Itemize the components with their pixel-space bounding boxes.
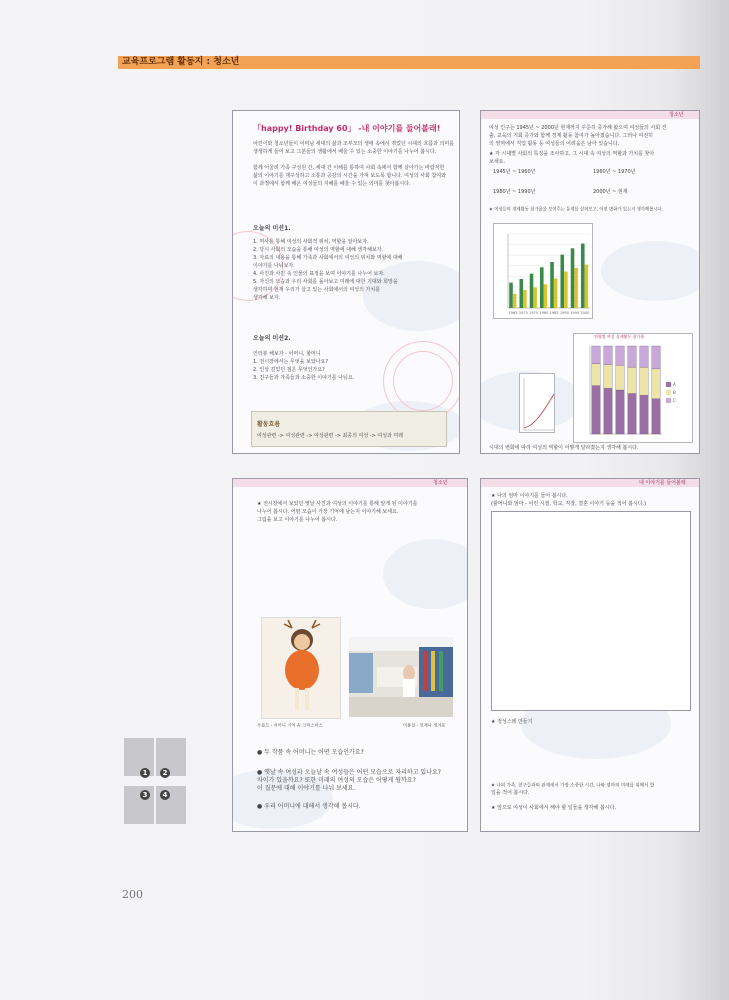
activity-flow-title: 활동흐름 [257, 421, 281, 428]
panel3-question: ● 옛날 속 여성과 오늘날 속 여성들은 어떤 모습으로 자리하고 있나요? [257, 769, 441, 776]
chart1-tick-label: 1980 [539, 311, 549, 315]
mission1-title: 오늘의 미션1. [253, 225, 291, 232]
chart1-bar [550, 262, 554, 308]
chart1-bar [581, 244, 585, 308]
panel-women-history [480, 110, 700, 454]
panel4-bottom-line: ★ 나의 가족, 친구들과의 관계에서 가장 소중한 시간, 나와 엄마의 미래를 위해서 할 [491, 783, 655, 789]
panel-my-mother [480, 478, 700, 832]
chart1-bar [533, 287, 537, 308]
chart1-bar [574, 268, 578, 308]
nav-number-3: 3 [140, 790, 150, 800]
chart2-bar-segment [640, 346, 648, 367]
salon-photo [349, 637, 453, 717]
mission2-title: 오늘의 미션2. [253, 335, 291, 342]
chart1-bar [519, 279, 523, 308]
panel1-intro-line: 생생하게 들어 보고 그분들의 생활에서 배울 수 있는 소중한 이야기를 나누어 봅시다. [253, 149, 437, 155]
panel2-tagbar [481, 111, 700, 119]
chart2-bar-segment [604, 388, 612, 434]
chart2-bar-segment [628, 394, 636, 434]
nav-number-2: 2 [160, 768, 170, 778]
panel3-tag: 청소년 [433, 480, 448, 486]
chart1-bar [540, 267, 544, 308]
chart2-bar-segment [652, 346, 660, 369]
chart2-bar-segment [604, 346, 612, 364]
chart2-bar-segment [604, 364, 612, 388]
chart-caption: 시대의 변화에 따라 여성의 역할이 어떻게 달라졌는지 생각해 봅시다. [489, 445, 639, 451]
mission2-item: 2. 인상 깊었던 점은 무엇인가요? [253, 367, 325, 373]
photo-salon [349, 637, 453, 717]
chart1-bar [544, 284, 548, 308]
panel2-intro-line: 출, 교육의 기회 증가와 함께 경제 활동 참여가 높아졌습니다. 그러나 여전히 [489, 133, 653, 139]
chart1-bar [523, 290, 527, 308]
chart1-bar [509, 283, 513, 308]
mission1-item: 생각하며 현재 우리가 살고 있는 사회에서의 여성의 가치를 [253, 287, 381, 293]
mission1-item: 5. 자신의 모습과 우리 사회를 돌아보고 미래에 대한 기대와 희망을 [253, 279, 398, 285]
chart1-tick-label: 1975 [529, 311, 539, 315]
chart2-title: 연령별 여성 경제활동 참가율 [594, 335, 645, 340]
chart2-bar-segment [616, 346, 624, 365]
chart2-bar-segment [616, 390, 624, 434]
chart1-tick-label: 1995 [570, 311, 580, 315]
chart2-bar-segment [592, 386, 600, 434]
chart1-bar [530, 274, 534, 308]
panel1-intro-line: 어린이와 청소년들이 어머님 세대의 삶과 조부모의 생애 속에서 겪었던 시대의 흐름과 의미를 [253, 141, 455, 147]
chart1-tick-label: 1965 [508, 311, 518, 315]
box-caption: ★ 정성스레 만들기 [491, 719, 533, 725]
chart2-legend-label: B [673, 390, 676, 395]
chart2-legend-swatch [666, 398, 671, 403]
panel4-tag: 내 이야기를 들어볼래 [639, 480, 686, 486]
chart2-svg [574, 342, 694, 442]
chart2-legend-swatch [666, 382, 671, 387]
chart1-bar [571, 248, 575, 308]
era-label: 1960년 ~ 1970년 [593, 169, 636, 175]
panel3-intro-line: 그림을 보고 이야기를 나누어 봅시다. [257, 517, 338, 523]
panel-mother-stories [232, 478, 468, 832]
chart-economic-participation [493, 223, 593, 319]
panel-birthday-60 [232, 110, 460, 454]
chart1-bar [554, 278, 558, 308]
panel1-intro-line: 함께 어울려 가족 구성원 간, 세대 간 이해를 통하여 사회 속에서 함께 살아가는 바람직한 [253, 165, 445, 171]
panel1-title: 「happy! Birthday 60」 -내 이야기를 들어볼래! [253, 124, 441, 133]
photo-reindeer-illustration [261, 617, 341, 719]
chart1-tick-label: 1970 [518, 311, 528, 315]
mission2-item: 3. 친구들과 가족들과 소중한 이야기를 나눠요. [253, 375, 355, 381]
writing-area[interactable] [491, 511, 691, 711]
nav-number-1: 1 [140, 768, 150, 778]
header-title: 교육프로그램 활동지 : 청소년 [122, 57, 240, 67]
chart2-bar-segment [640, 395, 648, 434]
chart2-bar-segment [616, 365, 624, 390]
mission1-item: 생각해 보자. [253, 295, 281, 301]
mission1-item: 2. 당시 사회의 모습을 통해 여성의 역할에 대해 생각해보자. [253, 247, 384, 253]
era-label: 2000년 ~ 현재 [593, 189, 628, 195]
inset-graph-svg [520, 374, 556, 434]
activity-flow-box [251, 411, 447, 447]
chart1-tick-label: 1990 [559, 311, 569, 315]
chart2-bar-segment [652, 399, 660, 434]
chart1-bar [585, 265, 589, 308]
panel2-intro-line: ★ 각 시대별 사회의 특징을 조사하고, 그 시대 속 여성의 역할과 가치를 찾아 [489, 151, 655, 157]
chart-question: ★ 여성들의 경제활동 참가율을 보여주는 통계를 살펴보고, 어떤 변화가 있는지 생각해봅시다. [489, 207, 663, 213]
era-label: 1980년 ~ 1990년 [493, 189, 536, 195]
panel2-intro-line: 의 영역에서 직업 활동 등 여성들의 어려움은 남아 있습니다. [489, 141, 620, 147]
mission1-item: 1. 역사를 통해 여성의 사회적 위치, 역할을 알아보자. [253, 239, 369, 245]
mission1-item: 4. 사진과 사진 속 인물의 표정을 보며 이야기를 나누어 보자. [253, 271, 385, 277]
chart2-bar-segment [640, 367, 648, 395]
mission1-item: 이야기를 나눠보자. [253, 263, 295, 269]
panel4-intro-line: ★ 나의 엄마 이야기를 들어 봅시다. [491, 493, 568, 499]
era-label: 1945년 ~ 1960년 [493, 169, 536, 175]
page-number: 200 [122, 888, 143, 901]
photo1-caption: 루돌프 - 어머니 기억 속 크리스마스 [257, 723, 323, 729]
chart1-tick-label: 2000 [580, 311, 590, 315]
mission2-item: 인터뷰 해보자 - 어머니, 할머니 [253, 351, 321, 357]
panel4-intro-line: (할머니와 엄마 - 어린 시절, 학교, 직장, 결혼 이야기 등을 적어 봅시다.) [491, 501, 647, 507]
cloud-decoration [383, 539, 468, 609]
chart-age-participation [573, 333, 693, 443]
chart2-legend-label: C [673, 398, 676, 403]
chart2-bar-segment [628, 367, 636, 393]
panel4-bottom-line: 일을 적어 봅시다. [491, 790, 530, 796]
panel3-intro-line: ★ 전시장에서 보았던 옛날 사진과 여성의 이야기를 통해 알게 된 이야기를 [257, 501, 418, 507]
chart1-bar [513, 294, 517, 308]
chart1-svg [494, 224, 594, 320]
reindeer-illustration [262, 618, 341, 719]
panel3-question: ● 우리 어머니에 대해서 생각해 봅시다. [257, 803, 361, 810]
inset-mini-graph [519, 373, 555, 433]
chart2-bar-segment [652, 369, 660, 399]
panel1-intro-line: 삶의 이야기를 재구성하고 소통과 공감의 시간을 가져 보도록 합니다. 여성의 사회 참여와 [253, 173, 446, 179]
chart1-bar [564, 272, 568, 308]
mission2-item: 1. 전시장에서는 무엇을 보았나요? [253, 359, 328, 365]
nav-thumb-3[interactable] [124, 786, 154, 824]
panel3-question: 이 질문에 대해 이야기를 나눠 보세요. [257, 785, 356, 792]
panel2-tag: 청소년 [669, 112, 684, 118]
chart1-tick-label: 1985 [549, 311, 559, 315]
photo2-caption: 미용실 - 언제나 정겨운 [403, 723, 446, 729]
chart2-legend-label: A [673, 382, 676, 387]
chart2-bar-segment [592, 364, 600, 386]
chart1-bar [560, 255, 564, 308]
panel2-intro-line: 보세요. [489, 159, 506, 165]
activity-flow-text: 여성관련 -> 여성관련 -> 여성관련 -> 최종의 여성 -> 여성과 미래 [257, 433, 404, 439]
chart2-bar-segment [628, 346, 636, 367]
chart2-bar-segment [592, 346, 600, 364]
ring-decoration [393, 351, 453, 411]
panel2-intro-line: 여성 인구는 1945년 ~ 2000년 현재까지 꾸준히 증가해 왔으며 여성들의 사회 진 [489, 125, 667, 131]
panel1-intro-line: 이 과정에서 함께 해온 여성들의 지혜를 배울 수 있는 의미를 찾아봅시다. [253, 181, 411, 187]
panel4-bottom-line: ★ 앞으로 여성이 사회에서 해야 할 일들을 생각해 봅시다. [491, 805, 617, 811]
chart2-legend-swatch [666, 390, 671, 395]
mission1-item: 3. 자료의 내용을 통해 가족과 사회에서의 여성의 위치와 역할에 대해 [253, 255, 403, 261]
panel3-question: 차이가 있을까요? 또한 미래의 여성의 모습은 어떻게 될까요? [257, 777, 416, 784]
panel3-question: ● 두 작품 속 어머니는 어떤 모습인가요? [257, 749, 364, 756]
cloud-decoration [601, 241, 700, 301]
panel3-intro-line: 나누어 봅시다. 어떤 모습이 가장 기억에 남는지 이야기해 보세요. [257, 509, 399, 515]
nav-number-4: 4 [160, 790, 170, 800]
